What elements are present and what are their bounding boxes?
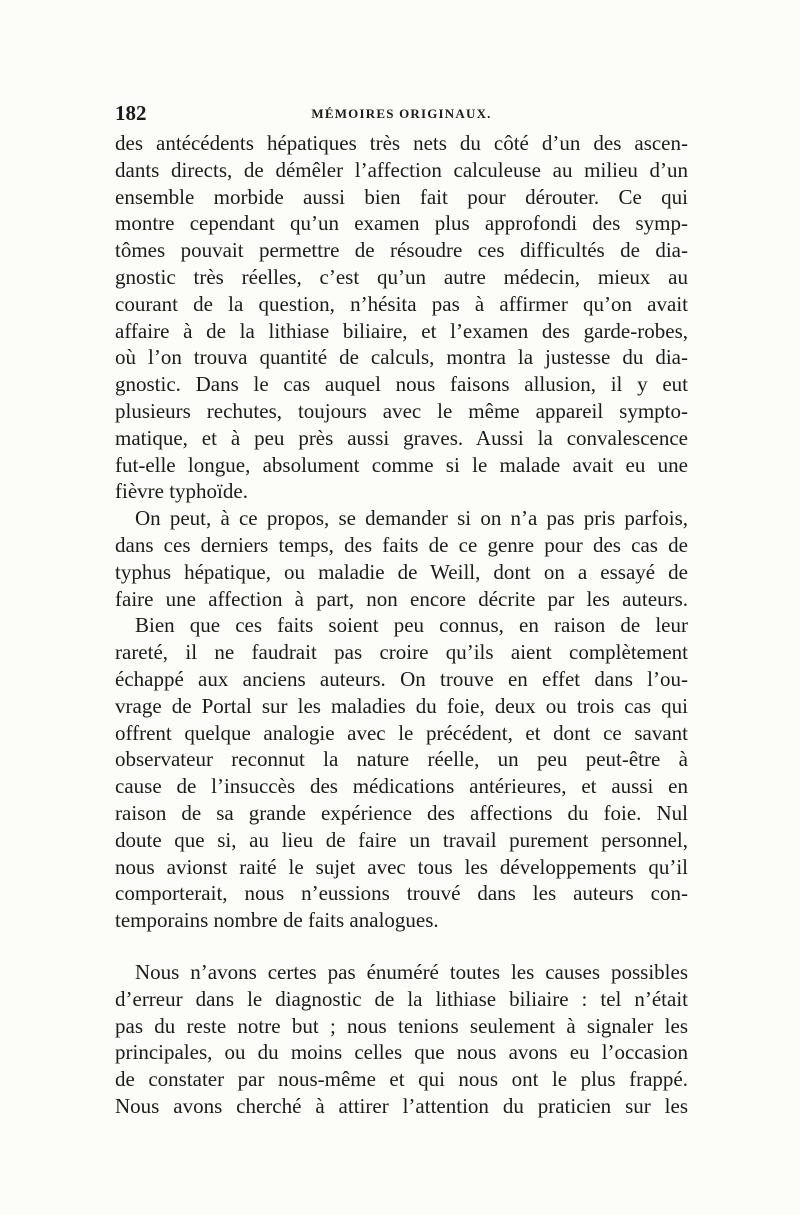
text-line: rareté, il ne faudrait pas croire qu’ils aient complètement bbox=[115, 640, 688, 665]
text-line: d’erreur dans le diagnostic de la lithiase biliaire : tel n’était bbox=[115, 986, 688, 1011]
text-line: plusieurs rechutes, toujours avec le même appareil sympto- bbox=[115, 398, 688, 423]
text-line: comporterait, nous n’eussions trouvé dans les auteurs con- bbox=[115, 881, 688, 906]
text-line: faire une affection à part, non encore décrite par les auteurs. bbox=[115, 586, 688, 611]
text-line: vrage de Portal sur les maladies du foie, deux ou trois cas qui bbox=[115, 693, 688, 718]
text-line: affaire à de la lithiase biliaire, et l’examen des garde-robes, bbox=[115, 318, 688, 343]
text-line: des antécédents hépatiques très nets du côté d’un des ascen- bbox=[115, 131, 688, 155]
text-line: de constater par nous-même et qui nous ont le plus frappé. bbox=[115, 1067, 688, 1092]
text-line: montre cependant qu’un examen plus approfondi des symp- bbox=[115, 211, 688, 236]
text-line: raison de sa grande expérience des affections du foie. Nul bbox=[115, 800, 688, 825]
text-line: où l’on trouva quantité de calculs, montra la justesse du dia- bbox=[115, 345, 688, 370]
paragraph-2 bbox=[115, 505, 688, 612]
text-line: Nous avons cherché à attirer l’attention du praticien sur les bbox=[115, 1093, 688, 1118]
text-line: observateur reconnut la nature réelle, un peu peut-être à bbox=[115, 747, 688, 772]
text-line: fièvre typhoïde. bbox=[115, 479, 248, 504]
text-line: gnostic très réelles, c’est qu’un autre médecin, mieux au bbox=[115, 264, 688, 289]
text-line: gnostic. Dans le cas auquel nous faisons allusion, il y eut bbox=[115, 372, 688, 397]
text-line: dants directs, de démêler l’affection calculeuse au milieu d’un bbox=[115, 157, 688, 182]
page-number: 182 bbox=[115, 101, 147, 125]
paragraph-4 bbox=[115, 959, 688, 1120]
page-header bbox=[115, 99, 688, 127]
paragraph-3 bbox=[115, 612, 688, 934]
text-line: ensemble morbide aussi bien fait pour dérouter. Ce qui bbox=[115, 184, 688, 209]
text-line: matique, et à peu près aussi graves. Aussi la convalescence bbox=[115, 425, 688, 450]
text-line: échappé aux anciens auteurs. On trouve en effet dans l’ou- bbox=[115, 666, 688, 691]
text-line: dans ces derniers temps, des faits de ce genre pour des cas de bbox=[115, 532, 688, 557]
text-line: doute que si, au lieu de faire un travail purement personnel, bbox=[115, 827, 688, 852]
text-line: fut-elle longue, absolument comme si le malade avait eu une bbox=[115, 452, 688, 477]
text-line: Nous n’avons certes pas énuméré toutes les causes possibles bbox=[135, 959, 688, 984]
body-text bbox=[115, 130, 688, 1120]
text-line: principales, ou du moins celles que nous avons eu l’occasion bbox=[115, 1040, 688, 1065]
text-line: nous avionst raité le sujet avec tous les développements qu’il bbox=[115, 854, 688, 879]
text-line: tômes pouvait permettre de résoudre ces difficultés de dia- bbox=[115, 238, 688, 263]
text-line: typhus hépatique, ou maladie de Weill, dont on a essayé de bbox=[115, 559, 688, 584]
text-line: On peut, à ce propos, se demander si on n’a pas pris parfois, bbox=[135, 506, 688, 531]
text-line: courant de la question, n’hésita pas à affirmer qu’on avait bbox=[115, 291, 688, 316]
paragraph-1 bbox=[115, 130, 688, 505]
text-line: temporains nombre de faits analogues. bbox=[115, 908, 439, 933]
text-line: offrent quelque analogie avec le précédent, et dont ce savant bbox=[115, 720, 688, 745]
text-line: cause de l’insuccès des médications antérieures, et aussi en bbox=[115, 774, 688, 799]
text-line: Bien que ces faits soient peu connus, en raison de leur bbox=[135, 613, 688, 638]
running-title: MÉMOIRES ORIGINAUX. bbox=[311, 106, 492, 121]
text-line: pas du reste notre but ; nous tenions seulement à signaler les bbox=[115, 1013, 688, 1038]
